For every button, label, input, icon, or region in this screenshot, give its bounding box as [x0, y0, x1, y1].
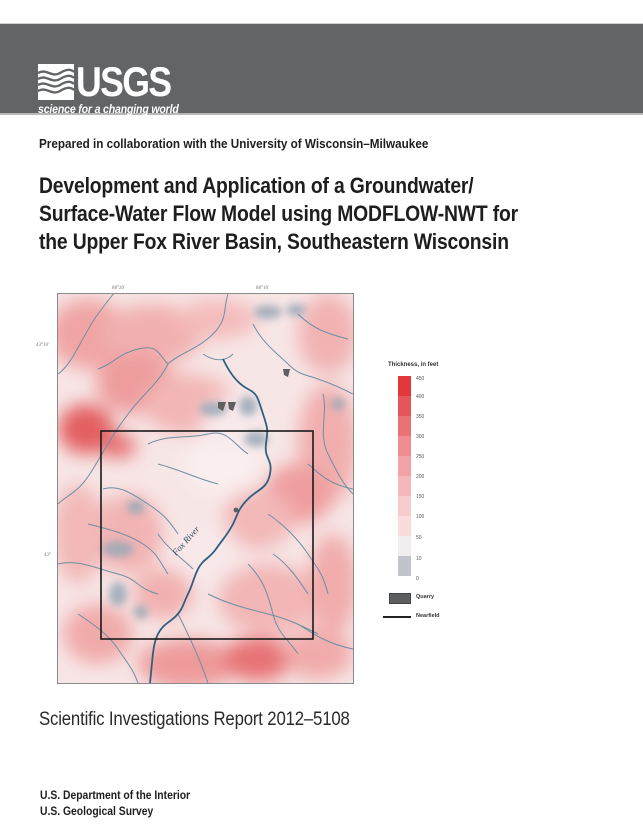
scale-step — [398, 456, 411, 476]
scale-label: 10 — [416, 556, 422, 562]
usgs-logo[interactable] — [38, 58, 188, 124]
report-series: Scientific Investigations Report 2012–5108 — [39, 708, 350, 730]
usgs-wordmark: USGS — [76, 58, 171, 105]
title-line-3: the Upper Fox River Basin, Southeastern Wisconsin — [39, 229, 509, 254]
publisher-agency: U.S. Geological Survey — [40, 806, 154, 818]
scale-step — [398, 516, 411, 536]
scale-label: 100 — [416, 514, 425, 520]
scale-step — [398, 476, 411, 496]
scale-label: 400 — [416, 394, 425, 400]
scale-label: 150 — [416, 494, 425, 500]
usgs-wave-icon — [38, 64, 74, 100]
header-band — [0, 23, 643, 115]
legend-title: Thickness, in feet — [388, 362, 439, 368]
scale-label: 50 — [416, 535, 422, 541]
thickness-color-scale — [398, 376, 411, 576]
map-graphic — [58, 294, 353, 683]
report-title — [39, 172, 518, 256]
longitude-tick-2: 88°10' — [256, 286, 269, 291]
river-label: Fox River — [170, 524, 202, 558]
latitude-tick-1: 43°10' — [36, 343, 49, 348]
scale-label: 200 — [416, 474, 425, 480]
scale-step — [398, 396, 411, 416]
scale-label: 300 — [416, 434, 425, 440]
longitude-tick-1: 88°20' — [112, 286, 125, 291]
publisher-department: U.S. Department of the Interior — [40, 790, 191, 802]
scale-step — [398, 436, 411, 456]
scale-step — [398, 536, 411, 556]
scale-step — [398, 556, 411, 576]
scale-label: 350 — [416, 414, 425, 420]
scale-label: 250 — [416, 454, 425, 460]
usgs-tagline: science for a changing world — [38, 104, 179, 116]
latitude-tick-2: 43° — [44, 553, 51, 558]
nearfield-label: Nearfield — [416, 613, 440, 619]
scale-step — [398, 376, 411, 396]
scale-step — [398, 496, 411, 516]
scale-label: 450 — [416, 376, 425, 382]
scale-step — [398, 416, 411, 436]
title-line-1: Development and Application of a Groundwater/ — [39, 173, 474, 198]
thickness-map[interactable] — [57, 293, 354, 684]
nearfield-line-swatch — [383, 616, 411, 618]
collaboration-note: Prepared in collaboration with the University of Wisconsin–Milwaukee — [39, 136, 429, 151]
scale-label: 0 — [416, 576, 419, 582]
publisher — [40, 788, 190, 820]
quarry-label: Quarry — [416, 594, 435, 600]
quarry-swatch — [389, 593, 411, 604]
title-line-2: Surface-Water Flow Model using MODFLOW-NWT for — [39, 201, 519, 226]
